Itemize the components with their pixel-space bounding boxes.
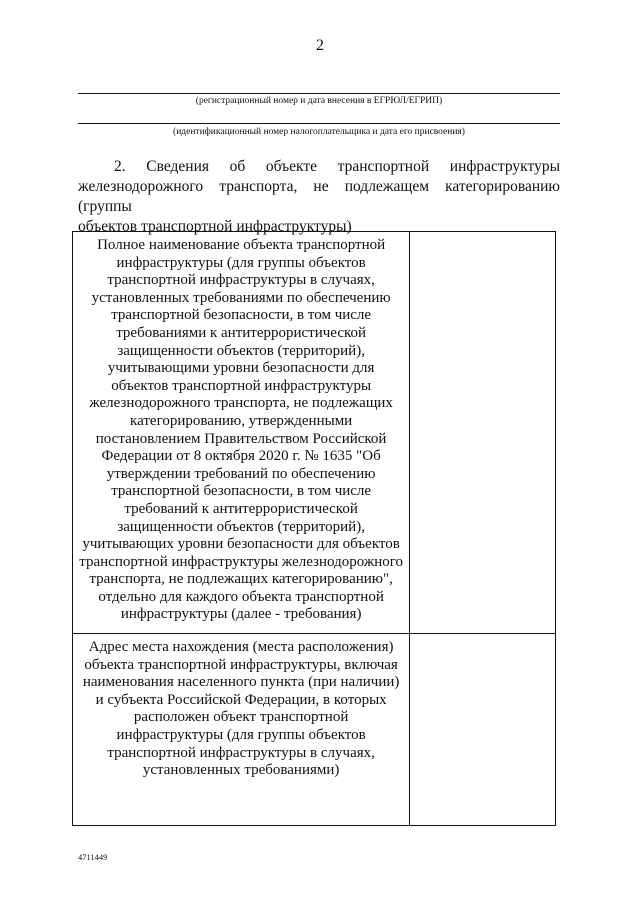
document-code: 4711449 xyxy=(78,852,108,862)
registration-number-caption: (регистрационный номер и дата внесения в ЕГРЮЛ/ЕГРИП) xyxy=(195,96,443,106)
tin-caption: (идентификационный номер налогоплательщика и дата его присвоения) xyxy=(173,127,465,137)
object-full-name-label-cell xyxy=(73,232,410,634)
object-address-value xyxy=(410,634,555,639)
table-row xyxy=(73,634,556,826)
registration-number-line xyxy=(78,93,560,94)
object-address-value-cell[interactable] xyxy=(410,634,556,826)
object-full-name-value-cell[interactable] xyxy=(410,232,556,634)
page-number: 2 xyxy=(316,37,324,54)
table-row xyxy=(73,232,556,634)
object-full-name-value xyxy=(410,232,555,237)
object-address-label: Адрес места нахождения (места расположения) объекта транспортной инфраструктуры, включая наименования населенного пункта (при наличии) и субъекта Российской Федерации, в которых расположен объект транспортной инфраструктуры (для группы объектов транспортной инфраструктуры в случаях, установленных требованиями) xyxy=(82,639,400,779)
section-heading-line-2: объектов транспортной инфраструктуры) xyxy=(78,218,352,235)
section-heading-line-1: 2. Сведения об объекте транспортной инфраструктуры железнодорожного транспорта, не подлежащем категорированию (группы xyxy=(78,158,560,215)
tin-line xyxy=(78,123,560,124)
object-address-label-cell xyxy=(73,634,410,826)
section-heading xyxy=(78,157,560,237)
object-full-name-label: Полное наименование объекта транспортной инфраструктуры (для группы объектов транспортной инфраструктуры в случаях, установленных требованиями по обеспечению транспортной безопасности, в том числе требованиями к антитеррористической защищенности объектов (территорий), учитывающими уровни безопасности для объектов транспортной инфраструктуры железнодорожного транспорта, не подлежащих категорированию, утвержденными постановлением Правительством Российской Федерации от 8 октября 2020 г. № 1635 "Об утверждении требований по обеспечению транспортной безопасности, в том числе требований к антитеррористической защищенности объектов (территорий), учитывающих уровни безопасности для объектов транспортной инфраструктуры железнодорожного транспорта, не подлежащих категорированию", отдельно для каждого объекта транспортной инфраструктуры (далее - требования) xyxy=(79,237,404,623)
object-info-table xyxy=(72,231,556,826)
